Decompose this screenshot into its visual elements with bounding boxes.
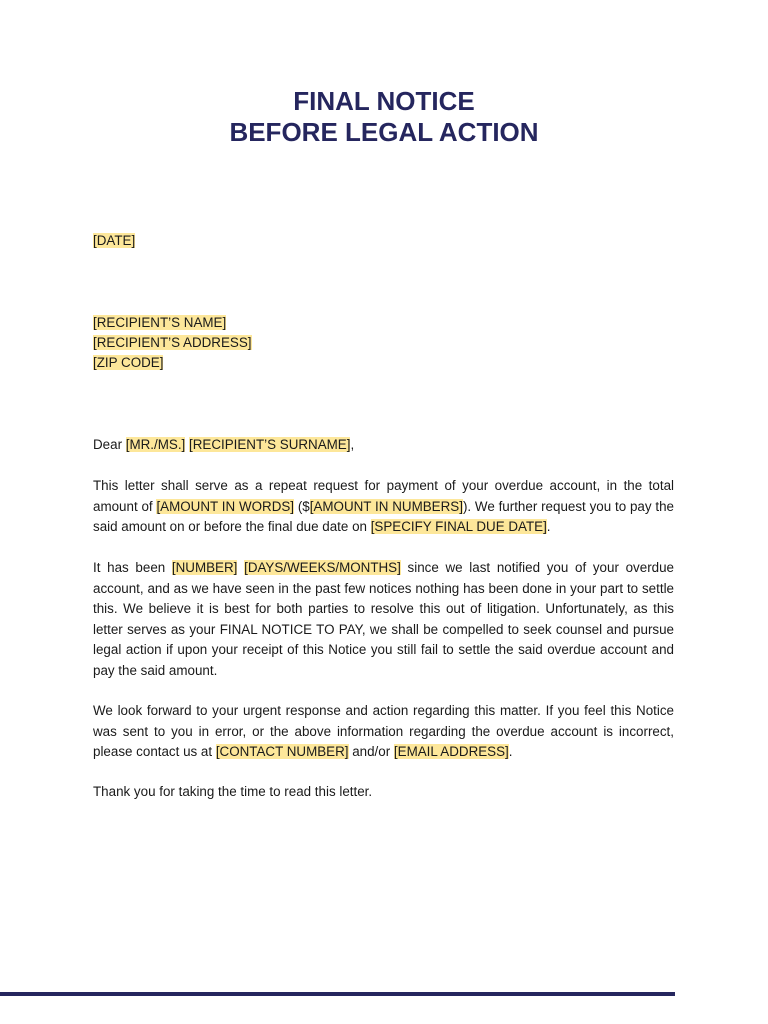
document-title — [0, 86, 768, 148]
para2-text-3: since we last notified you of your overdue account, and as we have seen in the past few notices nothing has been done in your part to settle this. We believe it is best for both parties to resolve this out of litigation. Unfortunately, as this letter serves as your FINAL NOTICE TO PAY, we shall be compelled to seek counsel and pursue legal action if upon your receipt of this Notice you still fail to settle the said overdue account and pay the said amount. — [93, 560, 674, 678]
para3-text-1: We look forward to your urgent response and action regarding this matter. If you feel this Notice was sent to you in error, or the above information regarding the overdue account is incorrect, please contact us at — [93, 703, 674, 759]
days-weeks-months-placeholder[interactable]: [DAYS/WEEKS/MONTHS] — [244, 560, 401, 575]
para1-text-1: This letter shall serve as a repeat request for payment of your overdue account, in the total amount of — [93, 478, 674, 514]
salutation — [93, 435, 354, 455]
para1-text-2: ($ — [294, 498, 310, 514]
footer-rule — [0, 992, 675, 996]
paragraph-contact — [93, 701, 674, 763]
recipient-address-line — [93, 333, 252, 353]
zip-code-placeholder[interactable]: [ZIP CODE] — [93, 355, 164, 370]
para3-text-3: . — [508, 744, 513, 759]
title-line-2: BEFORE LEGAL ACTION — [229, 117, 539, 147]
para2-text-1: It has been — [93, 560, 172, 575]
salutation-suffix: , — [350, 437, 355, 452]
closing-line: Thank you for taking the time to read this letter. — [93, 784, 373, 799]
recipient-name-placeholder[interactable]: [RECIPIENT’S NAME] — [93, 315, 227, 330]
final-due-date-placeholder[interactable]: [SPECIFY FINAL DUE DATE] — [370, 519, 547, 534]
surname-placeholder[interactable]: [RECIPIENT’S SURNAME] — [189, 437, 351, 452]
amount-numbers-placeholder[interactable]: [AMOUNT IN NUMBERS] — [309, 498, 463, 514]
paragraph-payment-request — [93, 476, 674, 538]
email-address-placeholder[interactable]: [EMAIL ADDRESS] — [393, 744, 509, 759]
para1-text-4: . — [546, 519, 551, 534]
paragraph-overdue-notice — [93, 558, 674, 681]
recipient-name-line — [93, 313, 226, 333]
para3-text-2: and/or — [348, 744, 394, 759]
title-line-1: FINAL NOTICE — [293, 86, 475, 116]
contact-number-placeholder[interactable]: [CONTACT NUMBER] — [215, 744, 349, 759]
zip-code-line — [93, 353, 163, 373]
number-placeholder[interactable]: [NUMBER] — [171, 560, 238, 575]
title-placeholder[interactable]: [MR./MS.] — [125, 437, 186, 452]
salutation-prefix: Dear — [93, 437, 126, 452]
para1-text-3: ). We further request you to pay the said amount on or before the final due date on — [93, 498, 674, 534]
recipient-address-placeholder[interactable]: [RECIPIENT’S ADDRESS] — [93, 335, 252, 350]
date-placeholder[interactable]: [DATE] — [93, 233, 136, 248]
amount-words-placeholder[interactable]: [AMOUNT IN WORDS] — [156, 498, 295, 514]
date-line — [93, 231, 135, 251]
